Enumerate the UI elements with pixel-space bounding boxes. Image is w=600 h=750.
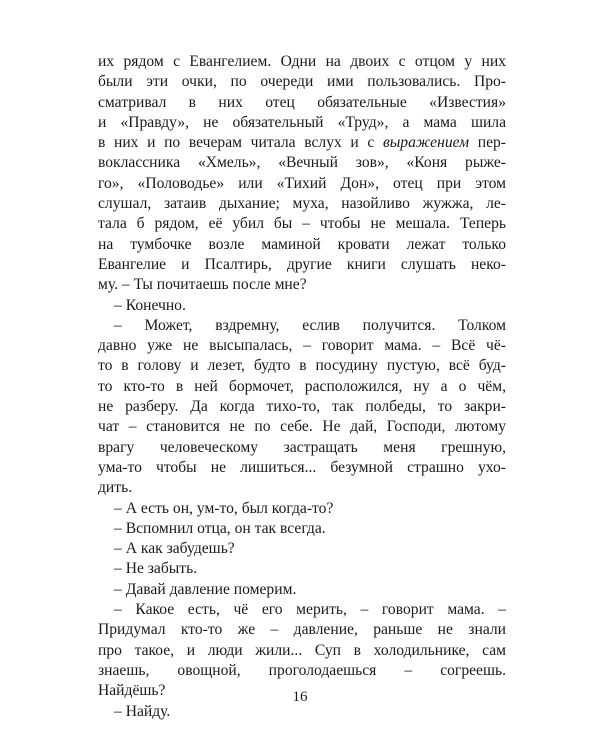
text-line: чат – становится не по себе. Не дай, Господи, лютому: [98, 418, 506, 436]
text-line: на тумбочке возле маминой кровати лежат только: [98, 235, 506, 253]
text-line: – Давай давление померим.: [114, 580, 297, 598]
text-line: не разберу. Да когда тихо-то, так полбеды, то закри-: [98, 398, 506, 416]
text-line: то в голову и лезет, будто в посудину пустую, всё буд-: [98, 357, 506, 375]
text-line: в них и по вечерам читала вслух и с выражением пер-: [98, 134, 506, 152]
text-line: му. – Ты почитаешь после мне?: [98, 276, 307, 294]
text-line: тала б рядом, её убил бы – чтобы не мешала. Теперь: [98, 215, 506, 233]
text-line: – Какое есть, чё его мерить, – говорит мама. –: [114, 601, 506, 619]
text-line: – Конечно.: [114, 296, 186, 314]
text-line: сматривал в них отец обязательные «Известия»: [98, 93, 506, 111]
text-line: – Найду.: [114, 702, 171, 720]
text-line: и «Правду», не обязательный «Труд», а мама шила: [98, 113, 506, 131]
text-line: го», «Половодье» или «Тихий Дон», отец при этом: [98, 174, 506, 192]
text-line: Найдёшь?: [98, 682, 166, 700]
text-line: давно уже не высыпалась, – говорит мама. – Всё чё-: [98, 337, 506, 355]
text-line: дить.: [98, 479, 133, 497]
page-number: 16: [292, 689, 308, 705]
text-line: – Может, вздремну, еслив получится. Толком: [114, 316, 506, 334]
text-line: их рядом с Евангелием. Одни на двоих с отцом у них: [98, 53, 506, 70]
text-line: воклассника «Хмель», «Вечный зов», «Коня рыже-: [98, 154, 506, 172]
text-line: были эти очки, по очереди ими пользовались. Про-: [98, 73, 506, 91]
text-line: то кто-то в ней бормочет, расположился, ну а о чём,: [98, 377, 506, 395]
text-line: слушал, затаив дыхание; муха, назойливо жужжа, ле-: [98, 195, 506, 213]
text-line: – Не забыть.: [114, 560, 198, 578]
text-line: про такое, и люди жили... Суп в холодильнике, сам: [98, 641, 506, 659]
page-body: [98, 52, 506, 722]
text-line: – А есть он, ум-то, был когда-то?: [114, 499, 334, 517]
text-line: Евангелие и Псалтирь, другие книги слушать неко-: [98, 255, 506, 273]
text-line: – Вспомнил отца, он так всегда.: [114, 519, 326, 537]
text-line: врагу человеческому застращать меня грешную,: [98, 438, 506, 456]
text-line: ума-то чтобы не лишиться... безумной страшно ухо-: [98, 458, 506, 476]
text-line: знаешь, овощной, проголодаешься – согреешь.: [98, 661, 506, 679]
text-line: Придумал кто-то же – давление, раньше не знали: [98, 621, 506, 639]
italic-emphasis: выражением: [382, 134, 470, 152]
text-line: – А как забудешь?: [114, 540, 235, 558]
